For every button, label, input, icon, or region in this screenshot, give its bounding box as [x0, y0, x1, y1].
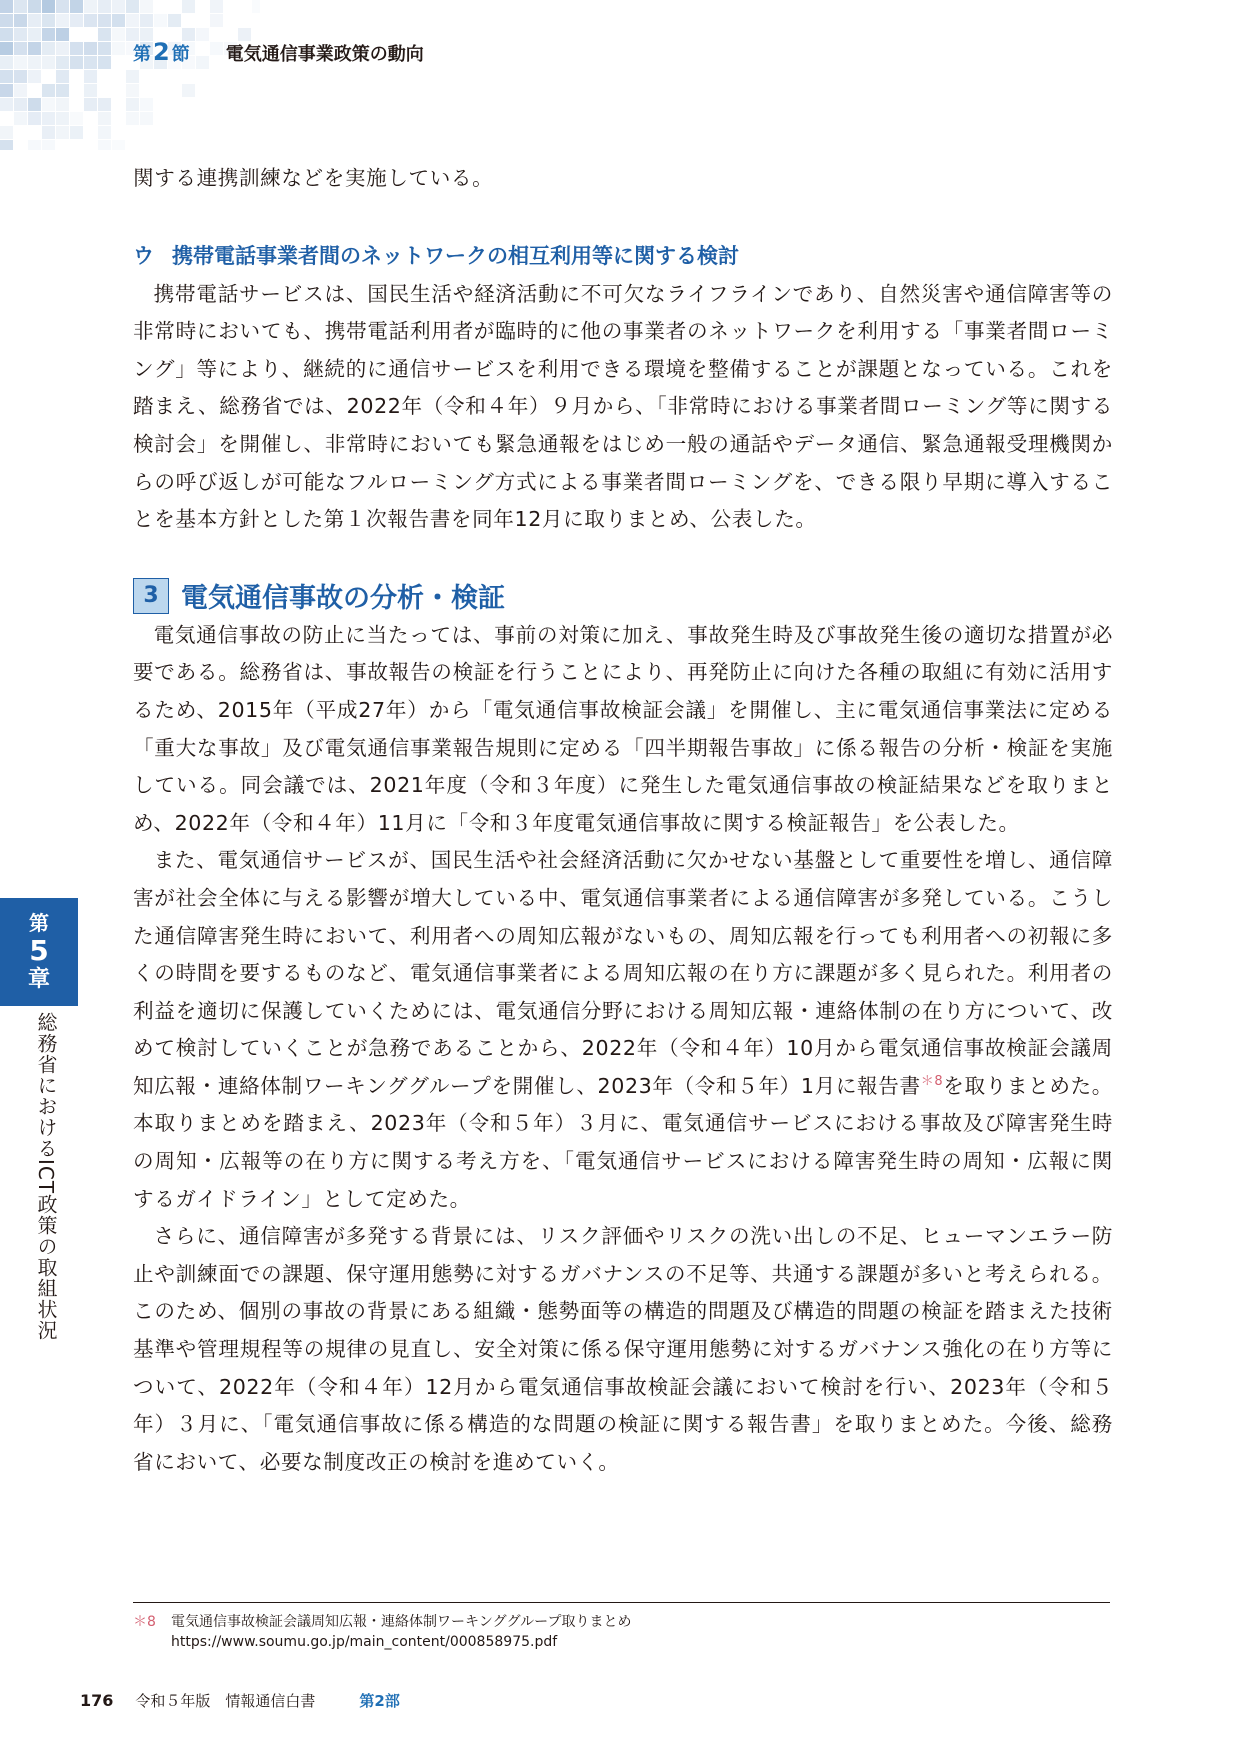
mosaic-tile — [98, 42, 111, 55]
paragraph-2-text-a: また、電気通信サービスが、国民生活や社会経済活動に欠かせない基盤として重要性を増し、通信障害が社会全体に与える影響が増大している中、電気通信事業者による通信障害が多発している。こうした通信障害発生時において、利用者への周知広報がないもの、周知広報を行っても利用者への初報に多くの時間を要するものなど、電気通信事業者による周知広報の在り方に課題が多く見られた。利用者の利益を適切に保護していくためには、電気通信分野における周知広報・連絡体制の在り方について、改めて検討していくことが急務であることから、2022年（令和４年）10月から電気通信事故検証会議周知広報・連絡体制ワーキンググループを開催し、2023年（令和５年）1月に報告書 — [133, 848, 1113, 1098]
mosaic-tile — [28, 42, 41, 55]
chapter-tab — [0, 898, 78, 1006]
mosaic-tile — [112, 140, 125, 150]
mosaic-tile — [140, 0, 153, 13]
mosaic-tile — [126, 98, 139, 111]
footnote-url[interactable]: https://www.soumu.go.jp/main_content/000858975.pdf — [171, 1634, 558, 1650]
mosaic-tile — [112, 14, 125, 27]
mosaic-tile — [84, 0, 97, 13]
paragraph-2-text-b: を取りまとめた。本取りまとめを踏まえ、2023年（令和５年）３月に、電気通信サービスにおける事故及び障害発生時の周知・広報等の在り方に関する考え方を、「電気通信サービスにおける障害発生時の周知・広報に関するガイドライン」として定めた。 — [133, 1073, 1113, 1211]
mosaic-tile — [252, 0, 260, 13]
mosaic-tile — [0, 56, 13, 69]
mosaic-tile — [28, 112, 41, 125]
mosaic-tile — [98, 28, 111, 41]
publication-title: 令和５年版 情報通信白書 — [135, 1692, 316, 1710]
mosaic-tile — [14, 98, 27, 111]
mosaic-tile — [126, 84, 139, 97]
page-footer — [80, 1690, 400, 1711]
mosaic-tile — [126, 70, 139, 83]
mosaic-tile — [182, 0, 195, 13]
footnote-ref[interactable]: ＊8 — [920, 1074, 944, 1090]
mosaic-tile — [98, 112, 111, 125]
running-header — [133, 38, 424, 68]
mosaic-tile — [0, 70, 13, 83]
mosaic-tile — [98, 14, 111, 27]
page-number: 176 — [80, 1691, 114, 1710]
chapter-number: 5 — [29, 934, 49, 967]
mosaic-tile — [42, 56, 55, 69]
mosaic-tile — [42, 84, 55, 97]
mosaic-tile — [28, 140, 41, 150]
mosaic-tile — [42, 0, 55, 13]
mosaic-tile — [140, 98, 153, 111]
main-content — [133, 160, 1113, 1481]
footnote-mark: ＊8 — [133, 1614, 156, 1630]
section-heading — [133, 575, 1113, 617]
section-prefix: 第 — [133, 44, 151, 65]
footnote-text: 電気通信事故検証会議周知広報・連絡体制ワーキンググループ取りまとめ — [171, 1614, 632, 1630]
mosaic-tile — [112, 42, 125, 55]
intro-paragraph: 関する連携訓練などを実施している。 — [133, 166, 494, 190]
mosaic-tile — [98, 140, 111, 150]
mosaic-tile — [42, 126, 55, 139]
mosaic-tile — [14, 56, 27, 69]
mosaic-tile — [98, 56, 111, 69]
subsection-mark: ウ — [133, 243, 154, 268]
mosaic-tile — [126, 0, 139, 13]
mosaic-tile — [70, 42, 83, 55]
mosaic-tile — [42, 112, 55, 125]
section-title: 電気通信事業政策の動向 — [225, 44, 424, 65]
section-suffix: 節 — [171, 44, 190, 65]
mosaic-tile — [112, 28, 125, 41]
footnote — [133, 1612, 631, 1652]
mosaic-tile — [84, 70, 97, 83]
mosaic-tile — [70, 56, 83, 69]
mosaic-tile — [56, 84, 69, 97]
mosaic-tile — [28, 14, 41, 27]
mosaic-tile — [84, 84, 97, 97]
mosaic-tile — [0, 126, 13, 139]
mosaic-tile — [112, 0, 125, 13]
mosaic-tile — [210, 14, 223, 27]
mosaic-tile — [28, 0, 41, 13]
section-number: 2 — [153, 38, 170, 66]
mosaic-tile — [42, 98, 55, 111]
mosaic-tile — [98, 0, 111, 13]
mosaic-tile — [14, 14, 27, 27]
section-paragraph-2 — [133, 842, 1113, 1218]
mosaic-tile — [56, 0, 69, 13]
mosaic-tile — [28, 56, 41, 69]
mosaic-tile — [0, 42, 13, 55]
mosaic-tile — [0, 98, 13, 111]
mosaic-tile — [70, 126, 83, 139]
mosaic-tile — [70, 112, 83, 125]
subsection-title: 携帯電話事業者間のネットワークの相互利用等に関する検討 — [172, 243, 739, 268]
corner-decoration — [0, 0, 260, 150]
mosaic-tile — [28, 70, 41, 83]
mosaic-tile — [56, 28, 69, 41]
mosaic-tile — [28, 28, 41, 41]
mosaic-tile — [0, 14, 13, 27]
mosaic-tile — [56, 14, 69, 27]
mosaic-tile — [84, 14, 97, 27]
mosaic-tile — [182, 84, 195, 97]
mosaic-tile — [56, 70, 69, 83]
mosaic-tile — [42, 42, 55, 55]
section-heading-title: 電気通信事故の分析・検証 — [181, 583, 505, 615]
chapter-title-vertical: 総務省におけるICT政策の取組状況 — [34, 1012, 58, 1342]
mosaic-tile — [42, 14, 55, 27]
mosaic-tile — [98, 98, 111, 111]
mosaic-tile — [70, 0, 83, 13]
mosaic-tile — [140, 14, 153, 27]
mosaic-tile — [0, 28, 13, 41]
mosaic-tile — [14, 84, 27, 97]
section-paragraph-1: 電気通信事故の防止に当たっては、事前の対策に加え、事故発生時及び事故発生後の適切な措置が必要である。総務省は、事故報告の検証を行うことにより、再発防止に向けた各種の取組に有効に活用するため、2015年（平成27年）から「電気通信事故検証会議」を開催し、主に電気通信事業法に定める「重大な事故」及び電気通信事業報告規則に定める「四半期報告事故」に係る報告の分析・検証を実施している。同会議では、2021年度（令和３年度）に発生した電気通信事故の検証結果などを取りまとめ、2022年（令和４年）11月に「令和３年度電気通信事故に関する検証報告」を公表した。 — [133, 622, 1113, 835]
mosaic-tile — [98, 126, 111, 139]
mosaic-tile — [14, 0, 27, 13]
mosaic-tile — [210, 0, 223, 13]
subsection-heading — [133, 236, 1113, 276]
mosaic-tile — [14, 28, 27, 41]
mosaic-tile — [56, 126, 69, 139]
mosaic-tile — [14, 70, 27, 83]
mosaic-tile — [154, 14, 167, 27]
mosaic-tile — [56, 56, 69, 69]
subsection-paragraph: 携帯電話サービスは、国民生活や経済活動に不可欠なライフラインであり、自然災害や通信障害等の非常時においても、携帯電話利用者が臨時的に他の事業者のネットワークを利用する「事業者間ローミング」等により、継続的に通信サービスを利用できる環境を整備することが課題となっている。これを踏まえ、総務省では、2022年（令和４年）９月から、「非常時における事業者間ローミング等に関する検討会」を開催し、非常時においても緊急通報をはじめ一般の通話やデータ通信、緊急通報受理機関からの呼び返しが可能なフルローミング方式による事業者間ローミングを、できる限り早期に導入することを基本方針とした第１次報告書を同年12月に取りまとめ、公表した。 — [133, 281, 1113, 532]
mosaic-tile — [56, 98, 69, 111]
mosaic-tile — [126, 14, 139, 27]
mosaic-tile — [126, 112, 139, 125]
chapter-prefix: 第 — [29, 911, 49, 935]
footnote-divider — [133, 1602, 1110, 1603]
mosaic-tile — [42, 140, 55, 150]
part-label: 第2部 — [359, 1692, 400, 1710]
mosaic-tile — [56, 42, 69, 55]
mosaic-tile — [42, 28, 55, 41]
mosaic-tile — [84, 42, 97, 55]
mosaic-tile — [0, 0, 13, 13]
section-number-box: 3 — [133, 578, 169, 614]
mosaic-tile — [56, 112, 69, 125]
mosaic-tile — [0, 84, 13, 97]
mosaic-tile — [0, 140, 13, 150]
chapter-suffix: 章 — [27, 967, 50, 992]
mosaic-tile — [28, 98, 41, 111]
mosaic-tile — [70, 14, 83, 27]
section-paragraph-3: さらに、通信障害が多発する背景には、リスク評価やリスクの洗い出しの不足、ヒューマンエラー防止や訓練面での課題、保守運用態勢に対するガバナンスの不足等、共通する課題が多いと考えられる。このため、個別の事故の背景にある組織・態勢面等の構造的問題及び構造的問題の検証を踏まえた技術基準や管理規程等の規律の見直し、安全対策に係る保守運用態勢に対するガバナンス強化の在り方等について、2022年（令和４年）12月から電気通信事故検証会議において検討を行い、2023年（令和５年）３月に、「電気通信事故に係る構造的な問題の検証に関する報告書」を取りまとめた。今後、総務省において、必要な制度改正の検討を進めていく。 — [133, 1224, 1113, 1474]
mosaic-tile — [168, 14, 181, 27]
mosaic-tile — [14, 112, 27, 125]
mosaic-tile — [84, 98, 97, 111]
mosaic-tile — [140, 112, 153, 125]
mosaic-tile — [84, 56, 97, 69]
mosaic-tile — [14, 42, 27, 55]
